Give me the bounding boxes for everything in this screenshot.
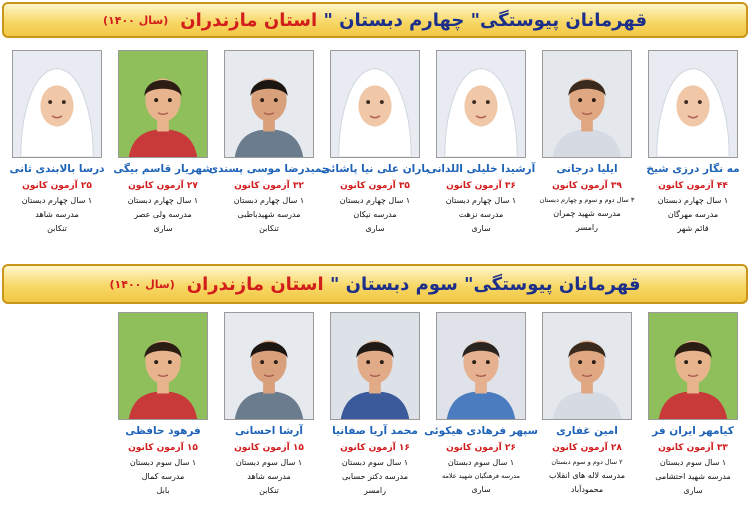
banner-title-main: قهرمانان پیوستگی" سوم دبستان " bbox=[329, 273, 641, 295]
banner-title-province: استان مازندران bbox=[186, 273, 324, 295]
student-city: ساری bbox=[683, 486, 703, 495]
student-score: ۱۶ آزمون کانون bbox=[340, 443, 410, 453]
student-school: مدرسه شاهد bbox=[247, 472, 291, 481]
banner-title-province: استان مازندران bbox=[180, 9, 318, 31]
student-score: ۲۷ آزمون کانون bbox=[128, 181, 198, 191]
student-card-2 bbox=[534, 312, 640, 495]
student-school: مدرسه فرهنگیان شهید علامه bbox=[441, 472, 521, 480]
student-city: ساری bbox=[471, 224, 491, 233]
student-school: مدرسه ولی عصر bbox=[134, 210, 192, 219]
student-card-1 bbox=[640, 312, 746, 495]
banner-title bbox=[180, 10, 647, 31]
student-school: مدرسه نیکان bbox=[353, 210, 397, 219]
student-photo bbox=[330, 50, 420, 158]
student-grade-info: ۱ سال چهارم دبستان bbox=[233, 196, 305, 205]
student-city: ساری bbox=[471, 485, 491, 494]
student-grade-info: ۱ سال چهارم دبستان bbox=[657, 196, 729, 205]
student-city: تنکابن bbox=[47, 224, 67, 233]
section-banner-grade3 bbox=[2, 264, 748, 304]
student-card-6 bbox=[110, 50, 216, 233]
student-row-grade4 bbox=[0, 50, 750, 233]
student-card-4 bbox=[322, 50, 428, 233]
banner-year: (سال ۱۴۰۰) bbox=[103, 13, 169, 27]
student-photo bbox=[12, 50, 102, 158]
student-score: ۳۲ آزمون کانون bbox=[234, 181, 304, 191]
student-name: آرشیدا خلیلی اللدانی bbox=[426, 163, 536, 175]
student-card-7 bbox=[4, 50, 110, 233]
student-school: مدرسه شهیدباطبی bbox=[237, 210, 301, 219]
student-photo bbox=[542, 50, 632, 158]
student-row-grade3 bbox=[0, 312, 750, 495]
student-card-6 bbox=[110, 312, 216, 495]
student-score: ۲۸ آزمون کانون bbox=[552, 443, 622, 453]
student-photo bbox=[224, 312, 314, 420]
student-school: مدرسه کمال bbox=[141, 472, 185, 481]
student-name: مه نگار درزی شیخ bbox=[646, 163, 740, 175]
student-score: ۳۵ آزمون کانون bbox=[340, 181, 410, 191]
banner-title bbox=[187, 274, 641, 295]
student-card-1 bbox=[640, 50, 746, 233]
student-city: رامسر bbox=[364, 486, 386, 495]
student-name: فرهود حافظی bbox=[125, 425, 201, 437]
student-photo bbox=[224, 50, 314, 158]
student-name: کیامهر ایران فر bbox=[652, 425, 734, 437]
student-photo bbox=[118, 50, 208, 158]
student-city: بابل bbox=[156, 486, 170, 495]
student-name: محمد آریا صفانیا bbox=[332, 425, 418, 437]
student-score: ۲۶ آزمون کانون bbox=[446, 443, 516, 453]
student-city: قائم شهر bbox=[677, 224, 709, 233]
student-school: مدرسه شهید احتشامی bbox=[655, 472, 731, 481]
student-grade-info: ۱ سال سوم دبستان bbox=[447, 458, 515, 467]
student-name: ایلیا درجانی bbox=[556, 163, 618, 175]
student-city: ساری bbox=[153, 224, 173, 233]
student-grade-info: ۱ سال چهارم دبستان bbox=[445, 196, 517, 205]
student-city: ساری bbox=[365, 224, 385, 233]
student-score: ۳۳ آزمون کانون bbox=[658, 443, 728, 453]
student-card-3 bbox=[428, 50, 534, 233]
student-score: ۱۵ آزمون کانون bbox=[128, 443, 198, 453]
student-name: حمیدرضا موسی پسندی bbox=[208, 163, 330, 175]
student-name: شهریار قاسم بیگی bbox=[113, 163, 213, 175]
student-city: تنکابن bbox=[259, 486, 279, 495]
student-school: مدرسه شاهد bbox=[35, 210, 79, 219]
student-name: درسا بالابندی ثانی bbox=[9, 163, 105, 175]
student-score: ۲۵ آزمون کانون bbox=[22, 181, 92, 191]
student-city: تنکابن bbox=[259, 224, 279, 233]
student-grade-info: ۱ سال سوم دبستان bbox=[659, 458, 727, 467]
student-city: رامسر bbox=[576, 223, 598, 232]
student-photo bbox=[436, 312, 526, 420]
student-card-4 bbox=[322, 312, 428, 495]
student-grade-info: ۱ سال سوم دبستان bbox=[235, 458, 303, 467]
student-school: مدرسه نزهت bbox=[458, 210, 504, 219]
student-score: ۳۶ آزمون کانون bbox=[446, 181, 516, 191]
student-photo bbox=[648, 50, 738, 158]
banner-year: (سال ۱۴۰۰) bbox=[109, 277, 175, 291]
student-photo bbox=[118, 312, 208, 420]
student-school: مدرسه مهرگان bbox=[667, 210, 719, 219]
student-city: محمودآباد bbox=[570, 485, 604, 494]
student-grade-info: ۱ سال چهارم دبستان bbox=[127, 196, 199, 205]
student-school: مدرسه دکتر حسابی bbox=[341, 472, 409, 481]
student-score: ۱۵ آزمون کانون bbox=[234, 443, 304, 453]
student-grade-info: ۲ سال دوم و سوم دبستان bbox=[551, 458, 623, 466]
student-school: مدرسه شهید چمران bbox=[553, 209, 621, 218]
student-grade-info: ۱ سال سوم دبستان bbox=[129, 458, 197, 467]
student-grade-info: ۱ سال چهارم دبستان bbox=[21, 196, 93, 205]
student-card-5 bbox=[216, 312, 322, 495]
student-score: ۳۹ آزمون کانون bbox=[552, 181, 622, 191]
student-photo bbox=[542, 312, 632, 420]
student-card-3 bbox=[424, 312, 538, 495]
student-grade-info: ۱ سال چهارم دبستان bbox=[339, 196, 411, 205]
section-banner-grade4 bbox=[2, 2, 748, 38]
student-photo bbox=[648, 312, 738, 420]
student-name: سپهر فرهادی هیکوئی bbox=[424, 425, 538, 437]
student-grade-info: ۳ سال دوم و سوم و چهارم دبستان bbox=[539, 196, 635, 204]
student-name: باران علی نیا پاشائی bbox=[320, 163, 430, 175]
student-photo bbox=[436, 50, 526, 158]
student-name: آرشا احسانی bbox=[235, 425, 303, 437]
student-name: امین غفاری bbox=[556, 425, 618, 437]
student-card-5 bbox=[208, 50, 330, 233]
student-score: ۴۴ آزمون کانون bbox=[658, 181, 728, 191]
student-grade-info: ۱ سال سوم دبستان bbox=[341, 458, 409, 467]
banner-title-main: قهرمانان پیوستگی" چهارم دبستان " bbox=[323, 9, 648, 31]
student-photo bbox=[330, 312, 420, 420]
student-card-2 bbox=[534, 50, 640, 233]
student-school: مدرسه لاله های انقلاب bbox=[549, 471, 625, 480]
